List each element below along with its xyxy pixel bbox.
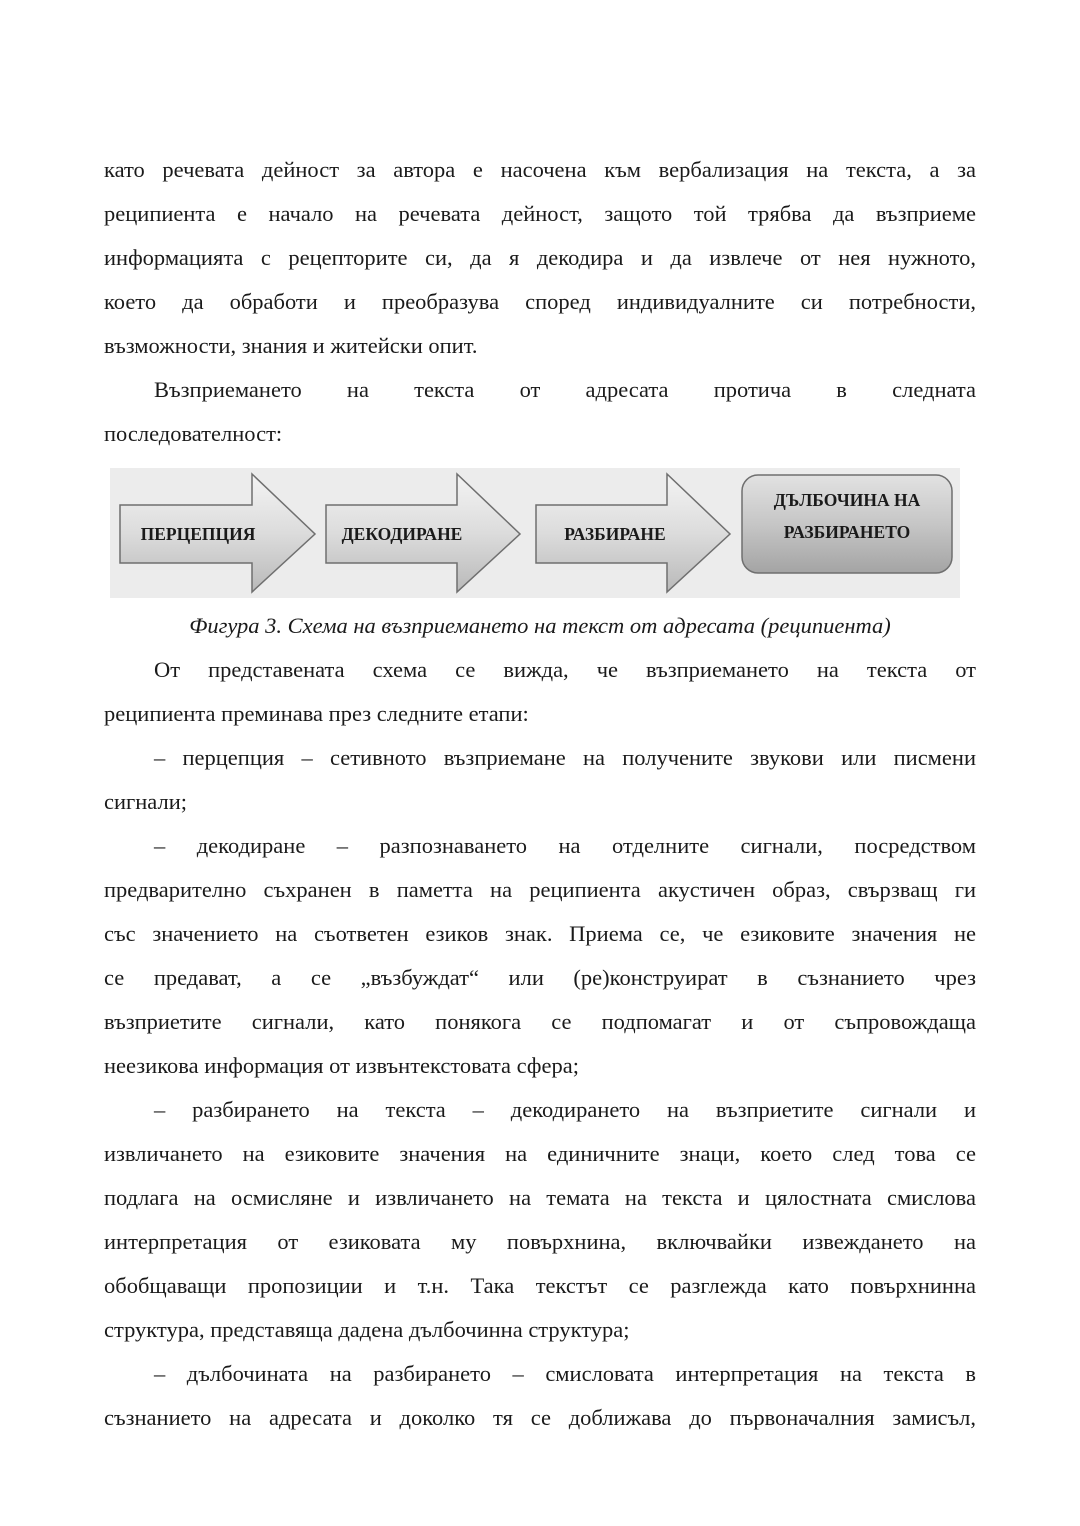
text-line: което да обработи и преобразува според индивидуалните си потребности, <box>104 289 976 314</box>
paragraph-understanding <box>104 1088 976 1352</box>
text-line: извличането на езиковите значения на единичните знаци, което след това се <box>104 1141 976 1166</box>
text-line: интерпретация от езиковата му повърхнина, включвайки извеждането на <box>104 1229 976 1254</box>
final-step-label-line1: ДЪЛБОЧИНА НА <box>773 490 921 510</box>
step-understanding-label: РАЗБИРАНЕ <box>564 524 666 544</box>
text-line: – дълбочината на разбирането – смисловата интерпретация на текста в <box>154 1361 976 1386</box>
paragraph-depth <box>104 1352 976 1440</box>
text-line: – перцепция – сетивното възприемане на получените звукови или писмени <box>154 745 976 770</box>
final-step-label-line2: РАЗБИРАНЕТО <box>783 522 911 542</box>
text-line: Възприемането на текста от адресата протича в следната <box>154 377 976 402</box>
text-line: последователност: <box>104 421 283 446</box>
text-line: От представената схема се вижда, че възприемането на текста от <box>154 657 976 682</box>
text-line: реципиента е начало на речевата дейност, защото той трябва да възприеме <box>104 201 976 226</box>
figure-caption: Фигура 3. Схема на възприемането на текст от адресата (реципиента) <box>189 613 891 638</box>
text-line: структура, представяща дадена дълбочинна структура; <box>104 1317 630 1342</box>
text-line: информацията с рецепторите си, да я декодира и да извлече от нея нужното, <box>104 245 976 270</box>
text-line: подлага на осмисляне и извличането на темата на текста и цялостната смислова <box>104 1185 976 1210</box>
text-line: предварително съхранен в паметта на реципиента акустичен образ, свързващ ги <box>104 877 976 902</box>
text-line: възприетите сигнали, като понякога се подпомагат и от съпровождаща <box>104 1009 976 1034</box>
text-line: сигнали; <box>104 789 188 814</box>
text-line: обобщаващи пропозиции и т.н. Така текстът се разглежда като повърхнинна <box>104 1273 976 1298</box>
paragraph-2 <box>104 368 976 456</box>
step-decoding-label: ДЕКОДИРАНЕ <box>341 524 463 544</box>
step-perception-label: ПЕРЦЕПЦИЯ <box>140 524 256 544</box>
text-line: – разбирането на текста – декодирането на възприетите сигнали и <box>154 1097 976 1122</box>
text-line: се предават, а се „възбуждат“ или (ре)конструират в съзнанието чрез <box>104 965 976 990</box>
text-line: неезикова информация от извънтекстовата сфера; <box>104 1053 579 1078</box>
text-line: възможности, знания и житейски опит. <box>104 333 478 358</box>
process-diagram-svg <box>110 468 960 598</box>
text-line: – декодиране – разпознаването на отделните сигнали, посредством <box>154 833 976 858</box>
document-page <box>104 148 976 1440</box>
text-line: реципиента преминава през следните етапи: <box>104 701 529 726</box>
paragraph-decoding <box>104 824 976 1088</box>
text-line: със значението на съответен езиков знак. Приема се, че езиковите значения не <box>104 921 976 946</box>
text-line: като речевата дейност за автора е насочена към вербализация на текста, а за <box>104 157 976 182</box>
text-line: съзнанието на адресата и доколко тя се доближава до първоначалния замисъл, <box>104 1405 976 1430</box>
paragraph-1 <box>104 148 976 368</box>
process-diagram <box>110 468 960 598</box>
paragraph-3 <box>104 648 976 736</box>
paragraph-perception <box>104 736 976 824</box>
